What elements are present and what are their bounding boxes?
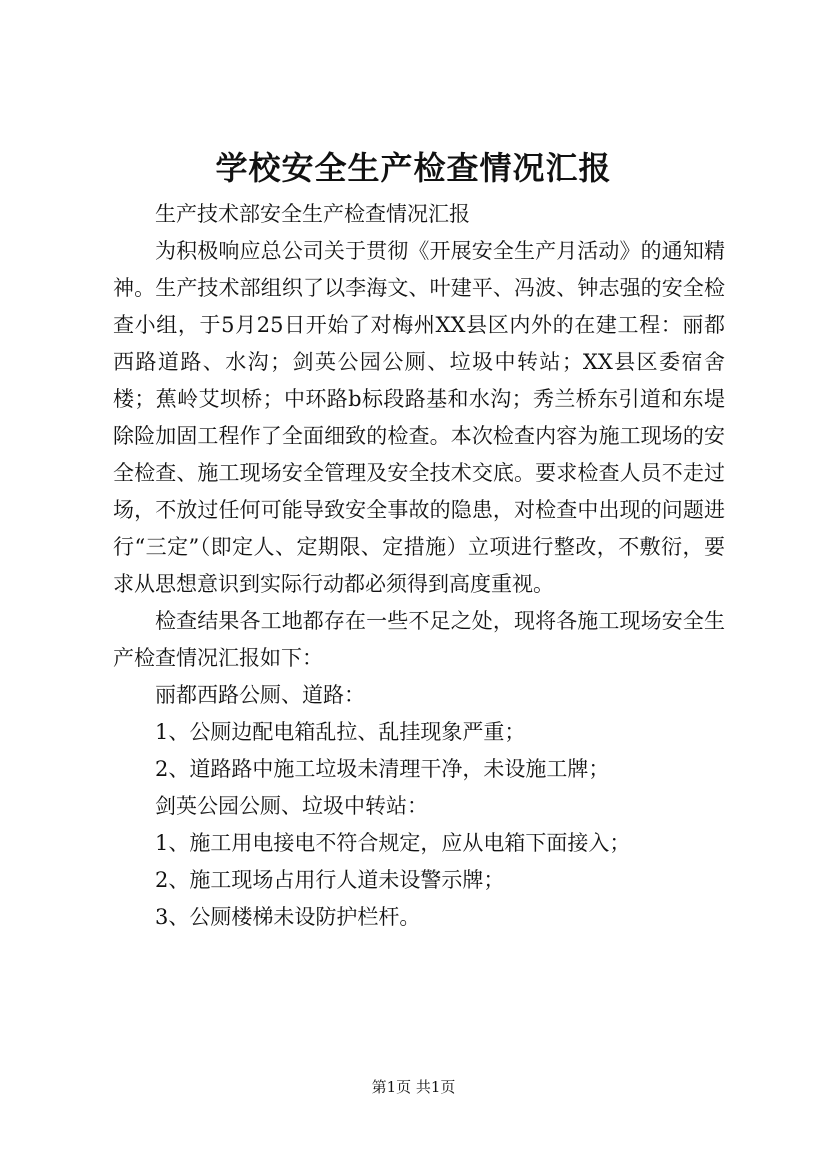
list-item: 2、施工现场占用行人道未设警示牌； xyxy=(155,868,505,892)
document-body xyxy=(113,196,725,936)
document-title: 学校安全生产检查情况汇报 xyxy=(215,149,612,187)
list-item: 2、道路路中施工垃圾未清理干净，未设施工牌； xyxy=(155,757,610,781)
list-item: 3、公厕楼梯未设防护栏杆。 xyxy=(155,905,421,929)
subtitle-paragraph: 生产技术部安全生产检查情况汇报 xyxy=(155,202,470,226)
page-footer: 第1页 共1页 xyxy=(371,1078,456,1096)
intro-paragraph: 为积极响应总公司关于贯彻《开展安全生产月活动》的通知精神。生产技术部组织了以李海文、叶建平、冯波、钟志强的安全检查小组，于5月25日开始了对梅州XX县区内外的在建工程：丽都西路道路、水沟；剑英公园公厕、垃圾中转站；XX县区委宿舍楼；蕉岭艾坝桥；中环路b标段路基和水沟；秀兰桥东引道和东堤除险加固工程作了全面细致的检查。本次检查内容为施工现场的安全检查、施工现场安全管理及安全技术交底。要求检查人员不走过场，不放过任何可能导致安全事故的隐患，对检查中出现的问题进行“三定”（即定人、定期限、定措施）立项进行整改，不敷衍，要求从思想意识到实际行动都必须得到高度重视。 xyxy=(113,239,725,596)
summary-paragraph: 检查结果各工地都存在一些不足之处，现将各施工现场安全生产检查情况汇报如下： xyxy=(113,609,725,670)
section-heading-lidu: 丽都西路公厕、道路： xyxy=(155,683,365,707)
list-item: 1、施工用电接电不符合规定，应从电箱下面接入； xyxy=(155,831,631,855)
section-heading-jianying: 剑英公园公厕、垃圾中转站： xyxy=(155,794,428,818)
list-item: 1、公厕边配电箱乱拉、乱挂现象严重； xyxy=(155,720,526,744)
